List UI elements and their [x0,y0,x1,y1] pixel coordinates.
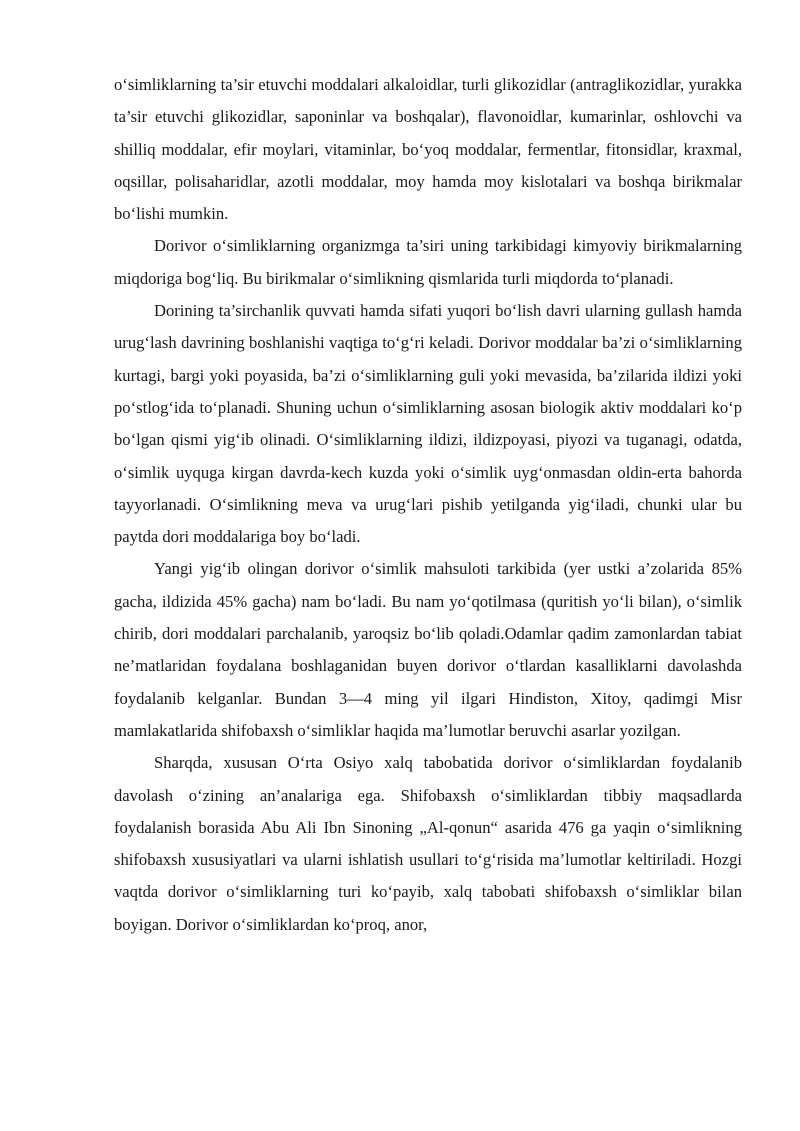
paragraph-moisture-history: Yangi yig‘ib olingan dorivor o‘simlik mahsuloti tarkibida (yer ustki a’zolarida 85% gacha, ildizida 45% gacha) nam bo‘ladi. Bu nam yo‘qotilmasa (quritish yo‘li bilan), o‘simlik chirib, dori moddalari parchalanib, yaroqsiz bo‘lib qoladi.Odamlar qadim zamonlardan tabiat ne’matlaridan foydalana boshlaganidan buyen dorivor o‘tlardan kasalliklarni davolashda foydalanib kelganlar. Bundan 3—4 ming yil ilgari Hindiston, Xitoy, qadimgi Misr mamlakatlarida shifobaxsh o‘simliklar haqida ma’lumotlar beruvchi asarlar yozilgan. [114,559,742,740]
paragraph-organism-effect: Dorivor o‘simliklarning organizmga ta’siri uning tarkibidagi kimyoviy birikmalarning miqdoriga bog‘liq. Bu birikmalar o‘simlikning qismlarida turli miqdorda to‘planadi. [114,236,742,288]
paragraph-east-medicine: Sharqda, xususan O‘rta Osiyo xalq tabobatida dorivor o‘simliklardan foydalanib davolash o‘zining an’analariga ega. Shifobaxsh o‘simliklardan tibbiy maqsadlarda foydalanish borasida Abu Ali Ibn Sinoning „Al-qonun“ asarida 476 ga yaqin o‘simlikning shifobaxsh xususiyatlari va ularni ishlatish usullari to‘g‘risida ma’lumotlar keltiriladi. Hozgi vaqtda dorivor o‘simliklarning turi ko‘payib, xalq tabobati shifobaxsh o‘simliklar bilan boyigan. Dorivor o‘simliklardan ko‘proq, anor, [114,753,742,934]
document-page [114,69,742,941]
paragraph-potency-period: Dorining ta’sirchanlik quvvati hamda sifati yuqori bo‘lish davri ularning gullash hamda urug‘lash davrining boshlanishi vaqtiga to‘g‘ri keladi. Dorivor moddalar ba’zi o‘simliklarning kurtagi, bargi yoki poyasida, ba’zi o‘simliklarning guli yoki mevasida, ba’zilarida ildizi yoki po‘stlog‘ida to‘planadi. Shuning uchun o‘simliklarning asosan biologik aktiv moddalari ko‘p bo‘lgan qismi yig‘ib olinadi. O‘simliklarning ildizi, ildizpoyasi, piyozi va tuganagi, odatda, o‘simlik uyquga kirgan davrda-kech kuzda yoki o‘simlik uyg‘onmasdan oldin-erta bahorda tayyorlanadi. O‘simlikning meva va urug‘lari pishib yetilganda yig‘iladi, chunki ular bu paytda dori moddalariga boy bo‘ladi. [114,301,742,547]
paragraph-continued: o‘simliklarning ta’sir etuvchi moddalari alkaloidlar, turli glikozidlar (antraglikozidlar, yurakka ta’sir etuvchi glikozidlar, saponinlar va boshqalar), flavonoidlar, kumarinlar, oshlovchi va shilliq moddalar, efir moylari, vitaminlar, bo‘yoq moddalar, fermentlar, fitonsidlar, kraxmal, oqsillar, polisaharidlar, azotli moddalar, moy hamda moy kislotalari va boshqa birikmalar bo‘lishi mumkin. [114,75,742,224]
